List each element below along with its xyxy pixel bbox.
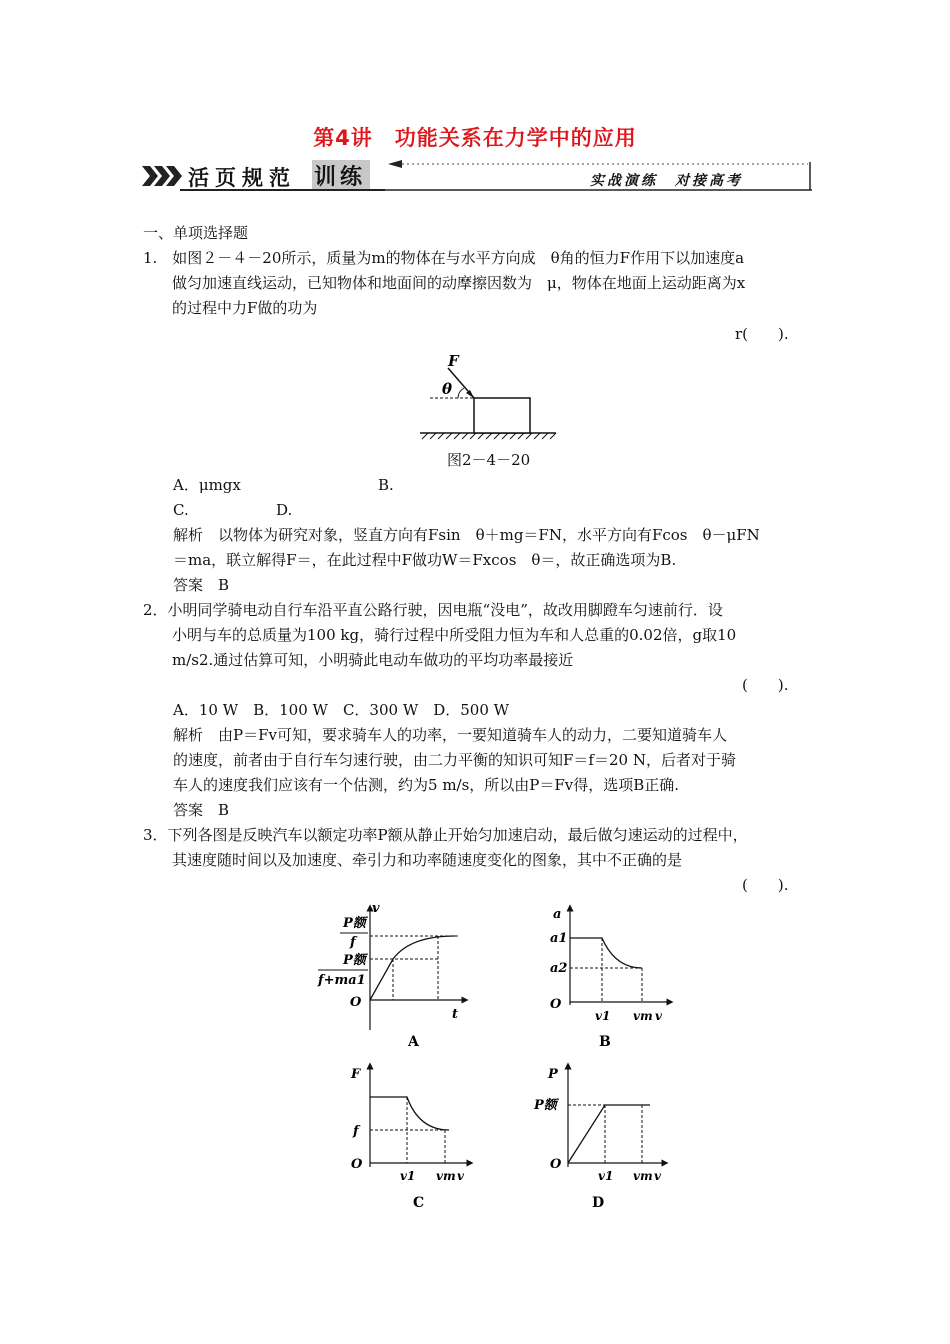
graph-b-vm: vm [633,1009,653,1023]
graph-c-v1: v1 [400,1169,416,1183]
q1-option-d: D. [276,501,293,519]
power-curve [568,1105,650,1163]
graph-a-x-label: t [452,1007,459,1022]
graph-b-a1: a1 [550,931,568,946]
force-curve [370,1097,449,1130]
graph-d-vm: vm [633,1169,653,1183]
graph-b-y-label: a [553,907,562,922]
graph-b-caption: B [599,1034,611,1050]
banner-right-text: 实战演练 对接高考 [590,173,743,189]
q1-line-3: 的过程中力F做的功为 [172,299,318,317]
q2-line-3: m/s2.通过估算可知，小明骑此电动车做功的平均功率最接近 [172,651,574,669]
banner-left-text: 活页规范 [188,166,296,190]
q3-line-2: 其速度随时间以及加速度、牵引力和功率随速度变化的图象，其中不正确的是 [172,851,683,869]
banner-emph-text: 训练 [314,165,367,190]
graph-d-origin: O [550,1157,562,1172]
q2-line-2: 小明与车的总质量为100 kg，骑行过程中所受阻力恒为车和人总重的0.02倍，g取10 [172,626,737,644]
graph-a-y-label: v [372,901,380,916]
graph-c-origin: O [351,1157,363,1172]
q1-option-c: C. [173,501,189,519]
q1-line-2: 做匀加速直线运动，已知物体和地面间的动摩擦因数为 μ，物体在地面上运动距离为x [172,274,746,292]
graph-c-vm: vm [436,1169,456,1183]
graph-a [310,900,470,1050]
graph-d-v1: v1 [598,1169,614,1183]
q1-figure [418,348,558,443]
q1-option-a: A．μmgx [173,476,241,494]
graph-d-p: P额 [534,1098,557,1113]
graph-b-origin: O [550,997,562,1012]
acceleration-curve [570,938,642,968]
q1-analysis-2: ＝ma，联立解得F＝，在此过程中F做功W＝Fxcos θ＝，故正确选项为B. [173,551,677,569]
graph-a-tick-1-den: f [350,935,356,950]
fig-angle-label: θ [442,380,453,398]
graph-c-y-label: F [351,1067,361,1082]
graph-c [345,1062,475,1212]
section-banner [140,158,812,196]
q1-figure-caption: 图2－4－20 [447,451,531,469]
graph-b-v1: v1 [595,1009,611,1023]
section-heading: 一、单项选择题 [143,224,249,242]
q3-answer-mark: ( ). [742,876,789,894]
graph-b [545,900,675,1050]
q2-answer: 答案 B [173,801,230,819]
q1-answer: 答案 B [173,576,230,594]
graph-d-y-label: P [548,1067,558,1082]
q3-line-1: 3．下列各图是反映汽车以额定功率P额从静止开始匀加速启动，最后做匀速运动的过程中， [143,826,748,844]
q2-analysis-3: 车人的速度我们应该有一个估测，约为5 m/s，所以由P＝Fv得，选项B正确. [173,776,680,794]
q2-analysis-1: 解析 由P＝Fv可知，要求骑车人的功率，一要知道骑车人的动力，二要知道骑车人 [173,726,727,744]
graph-b-x-label: v [655,1009,662,1023]
q1-line-1: 1. 如图２－４－20所示，质量为m的物体在与水平方向成 θ角的恒力F作用下以加速度a [143,249,745,267]
graph-c-f: f [353,1124,359,1139]
graph-c-caption: C [413,1195,425,1211]
graph-a-origin: O [350,995,362,1010]
graph-b-a2: a2 [550,961,568,976]
q2-answer-mark: ( ). [742,676,789,694]
velocity-curve [370,936,455,1000]
graph-a-tick-2: P额 [343,953,366,968]
graph-d-caption: D [592,1195,605,1211]
q1-answer-mark: r( ). [735,325,789,343]
q1-analysis-1: 解析 以物体为研究对象，竖直方向有Fsin θ＋mg＝FN，水平方向有Fcos θ－μFN [173,526,760,544]
graph-c-x-label: v [457,1169,464,1183]
arrow-icon [388,160,402,168]
graph-a-caption: A [408,1034,419,1050]
q1-option-b: B. [378,476,394,494]
q2-line-1: 2．小明同学骑电动自行车沿平直公路行驶，因电瓶“没电”，故改用脚蹬车匀速前行．设 [143,601,723,619]
chevron-icon [142,166,158,186]
graph-a-tick-2-den: f+ma1 [318,973,366,988]
q2-analysis-2: 的速度，前者由于自行车匀速行驶，由二力平衡的知识可知F＝f＝20 N，后者对于骑 [173,751,736,769]
block-shape [474,398,530,433]
fig-force-label: F [448,352,459,370]
page-title: 第4讲 功能关系在力学中的应用 [313,126,637,150]
graph-a-tick-1: P额 [343,916,366,931]
graph-d [530,1062,670,1212]
q2-options: A．10 W B．100 W C．300 W D．500 W [173,701,510,719]
graph-d-x-label: v [654,1169,661,1183]
